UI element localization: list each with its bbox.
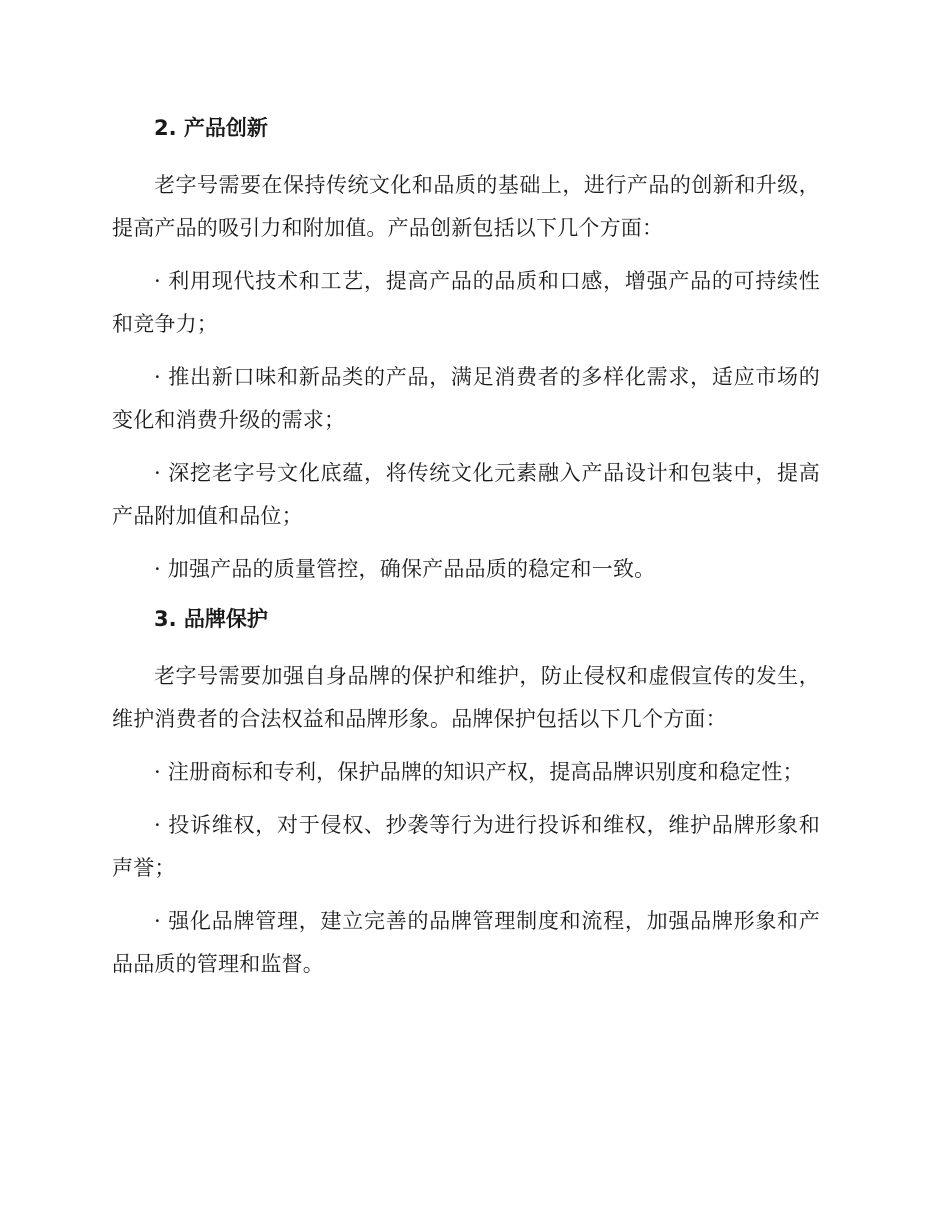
section-heading: 3. 品牌保护 xyxy=(154,607,268,631)
section-intro-paragraph: 老字号需要在保持传统文化和品质的基础上，进行产品的创新和升级，提高产品的吸引力和附加值。产品创新包括以下几个方面： xyxy=(112,173,820,240)
section-intro-paragraph: 老字号需要加强自身品牌的保护和维护，防止侵权和虚假宣传的发生，维护消费者的合法权益和品牌形象。品牌保护包括以下几个方面： xyxy=(112,664,820,731)
bullet-item: · 深挖老字号文化底蕴，将传统文化元素融入产品设计和包装中，提高产品附加值和品位； xyxy=(112,461,820,528)
bullet-item: · 投诉维权，对于侵权、抄袭等行为进行投诉和维权，维护品牌形象和声誉； xyxy=(112,813,820,880)
section-product-innovation xyxy=(112,110,820,591)
bullet-item: · 注册商标和专利，保护品牌的知识产权，提高品牌识别度和稳定性； xyxy=(154,760,804,784)
section-heading: 2. 产品创新 xyxy=(154,116,268,140)
bullet-item: · 加强产品的质量管控，确保产品品质的稳定和一致。 xyxy=(154,557,656,581)
bullet-item: · 利用现代技术和工艺，提高产品的品质和口感，增强产品的可持续性和竞争力； xyxy=(112,269,820,336)
bullet-item: · 推出新口味和新品类的产品，满足消费者的多样化需求，适应市场的变化和消费升级的需求； xyxy=(112,365,820,432)
document-page xyxy=(112,110,820,996)
section-brand-protection xyxy=(112,601,820,986)
bullet-item: · 强化品牌管理，建立完善的品牌管理制度和流程，加强品牌形象和产品品质的管理和监督。 xyxy=(112,909,820,976)
